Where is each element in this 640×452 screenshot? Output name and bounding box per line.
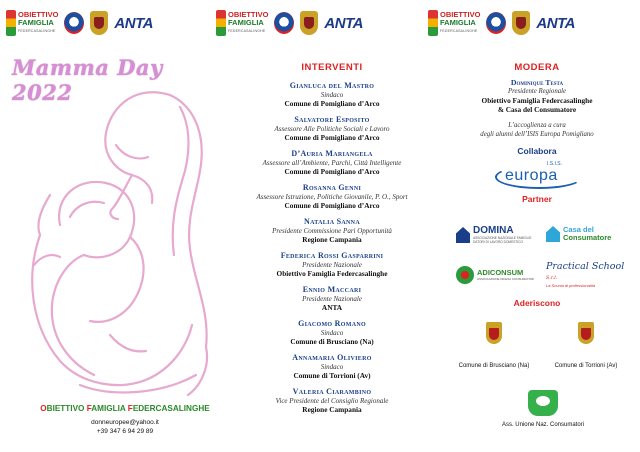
speaker-name: D’Auria Mariangela	[291, 149, 373, 158]
casa-line1: Casa del	[563, 225, 594, 234]
speaker-item	[232, 115, 432, 142]
logo-text-line2: FAMIGLIA	[440, 18, 476, 27]
anta-logo: ANTA	[114, 14, 153, 32]
pomigliano-crest-icon	[90, 11, 108, 35]
speaker-org: Comune di Pomigliano d’Arco	[284, 99, 380, 108]
partner-heading: Partner	[522, 194, 552, 204]
adiconsum-name: ADICONSUM	[477, 268, 524, 277]
header-logos-3	[428, 6, 575, 40]
obiettivo-famiglia-logo	[216, 10, 268, 36]
speaker-item	[232, 285, 432, 312]
speaker-name: Giacomo Romano	[298, 319, 366, 328]
unc-label: Ass. Unione Naz. Consumatori	[501, 422, 585, 428]
speaker-item	[232, 149, 432, 176]
speaker-role: Vice Presidente del Consiglio Regionale	[275, 396, 389, 405]
europa-logo	[491, 161, 583, 187]
speaker-role: Assessore Alle Politiche Sociali e Lavoro	[274, 124, 390, 133]
speaker-name: Ennio Maccari	[302, 285, 362, 294]
speaker-item	[232, 183, 432, 210]
anta-logo: ANTA	[324, 14, 363, 32]
speaker-name: Federica Rossi Gasparrini	[280, 251, 384, 260]
speaker-item	[232, 251, 432, 278]
domina-logo	[456, 226, 533, 244]
speaker-org: Comune di Pomigliano d’Arco	[284, 167, 380, 176]
pomigliano-crest-icon	[300, 11, 318, 35]
speaker-org: Comune di Torrioni (Av)	[293, 371, 371, 380]
campania-crest-icon	[274, 12, 294, 34]
flag-icon	[428, 10, 438, 36]
event-title: Mamma Day 2022	[12, 55, 163, 105]
modera-heading: MODERA	[514, 62, 560, 73]
adiconsum-icon	[456, 266, 474, 284]
house-icon	[546, 226, 560, 242]
footer-phone: +39 347 6 94 29 89	[96, 428, 154, 435]
house-icon	[456, 227, 470, 243]
shopping-basket-icon	[528, 390, 558, 416]
comune-label: Comune di Torrioni (Av)	[554, 363, 618, 369]
speaker-org: Regione Campania	[302, 405, 362, 414]
casa-line2: Consumatore	[563, 233, 612, 242]
footer-org-name: OBIETTIVO FAMIGLIA FEDERCASALINGHE	[40, 404, 210, 413]
practical-school-logo	[546, 262, 630, 288]
speaker-role: Sindaco	[320, 90, 344, 99]
torrioni-crest-icon	[578, 322, 594, 344]
practical-suffix: S.r.l.	[546, 275, 558, 281]
moderator-org-line2: & Casa del Consumatore	[497, 105, 577, 114]
obiettivo-famiglia-logo	[6, 10, 58, 36]
brusciano-crest-icon	[486, 322, 502, 344]
casa-consumatore-logo	[546, 226, 611, 242]
speaker-name: Valeria Ciarambino	[292, 387, 372, 396]
europa-logo-tag: I.S.I.S.	[547, 161, 563, 167]
logo-text-line1: OBIETTIVO	[18, 10, 59, 19]
speaker-org: Comune di Brusciano (Na)	[290, 337, 374, 346]
unc-logo	[488, 390, 598, 428]
speaker-role: Sindaco	[320, 328, 344, 337]
speaker-item	[232, 353, 432, 380]
speaker-item	[232, 387, 432, 414]
header-logos-1	[6, 6, 153, 40]
speaker-org: ANTA	[321, 303, 343, 312]
pomigliano-crest-icon	[512, 11, 530, 35]
logo-text-line1: OBIETTIVO	[228, 10, 269, 19]
speaker-org: Comune di Pomigliano d’Arco	[284, 133, 380, 142]
comune-torrioni	[546, 322, 626, 369]
adiconsum-logo	[456, 266, 534, 284]
speaker-role: Assessore Istruzione, Politiche Giovanile, P. O., Sport	[256, 192, 408, 201]
flag-icon	[216, 10, 226, 36]
mother-child-illustration-icon	[20, 85, 230, 400]
speaker-item	[232, 319, 432, 346]
logo-text-line2: FAMIGLIA	[228, 18, 264, 27]
speaker-role: Presidente Nazionale	[302, 260, 362, 269]
comuni-logos	[450, 322, 630, 372]
logo-text-line1: OBIETTIVO	[440, 10, 481, 19]
moderator-role: Presidente Regionale	[507, 87, 567, 95]
speaker-name: Annamaria Oliviero	[292, 353, 372, 362]
speaker-org: Regione Campania	[302, 235, 362, 244]
practical-name: Practical School	[546, 261, 625, 272]
partner-logos	[450, 224, 630, 294]
moderator-name: Dominique Testa	[510, 78, 564, 87]
speaker-org: Obiettivo Famiglia Federcasalinghe	[276, 269, 388, 278]
logo-text-line2: FAMIGLIA	[18, 18, 54, 27]
domina-sub: ASSOCIAZIONE NAZIONALE FAMIGLIE DATORI DI LAVORO DOMESTICO	[473, 236, 532, 244]
speaker-name: Salvatore Esposito	[294, 115, 370, 124]
speaker-role: Sindaco	[320, 362, 344, 371]
aderiscono-heading: Aderiscono	[513, 298, 561, 308]
speaker-item	[232, 81, 432, 108]
campania-crest-icon	[486, 12, 506, 34]
moderator-org-line1: Obiettivo Famiglia Federcasalinghe	[481, 96, 593, 105]
flag-icon	[6, 10, 16, 36]
domina-name: DOMINA	[473, 225, 514, 236]
interventi-section	[232, 62, 432, 414]
practical-sub: La Scuola di professionalità	[546, 283, 595, 288]
speaker-role: Presidente Commissione Pari Opportunità	[272, 226, 392, 235]
speaker-name: Natalia Sanna	[304, 217, 360, 226]
interventi-heading: INTERVENTI	[301, 62, 363, 73]
logo-subtext: FEDERCASALINGHE	[228, 29, 266, 33]
header-logos-2	[216, 6, 363, 40]
logo-subtext: FEDERCASALINGHE	[440, 29, 478, 33]
speaker-role: Presidente Nazionale	[302, 294, 362, 303]
logo-subtext: FEDERCASALINGHE	[18, 29, 56, 33]
speaker-item	[232, 217, 432, 244]
speaker-name: Gianluca del Mastro	[289, 81, 375, 90]
campania-crest-icon	[64, 12, 84, 34]
comune-brusciano	[454, 322, 534, 369]
right-column	[438, 62, 636, 204]
obiettivo-famiglia-logo	[428, 10, 480, 36]
collabora-heading: Collabora	[517, 146, 557, 156]
speaker-name: Rosanna Genni	[302, 183, 362, 192]
comune-label: Comune di Brusciano (Na)	[458, 363, 530, 369]
speaker-role: Assessore all’Ambiente, Parchi, Città Intelligente	[262, 158, 402, 167]
footer-contact	[20, 404, 230, 435]
welcome-line1: L’accoglienza a cura	[508, 122, 566, 129]
footer-email[interactable]: donneuropee@yahoo.it	[91, 419, 159, 426]
adiconsum-sub: ASSOCIAZIONE DIFESA CONSUMATORI	[477, 277, 535, 281]
europa-logo-word: europa	[505, 167, 558, 184]
anta-logo: ANTA	[536, 14, 575, 32]
speaker-org: Comune di Pomigliano d’Arco	[284, 201, 380, 210]
welcome-line2: degli alunni dell’ISIS Europa Pomigliano	[480, 130, 594, 138]
